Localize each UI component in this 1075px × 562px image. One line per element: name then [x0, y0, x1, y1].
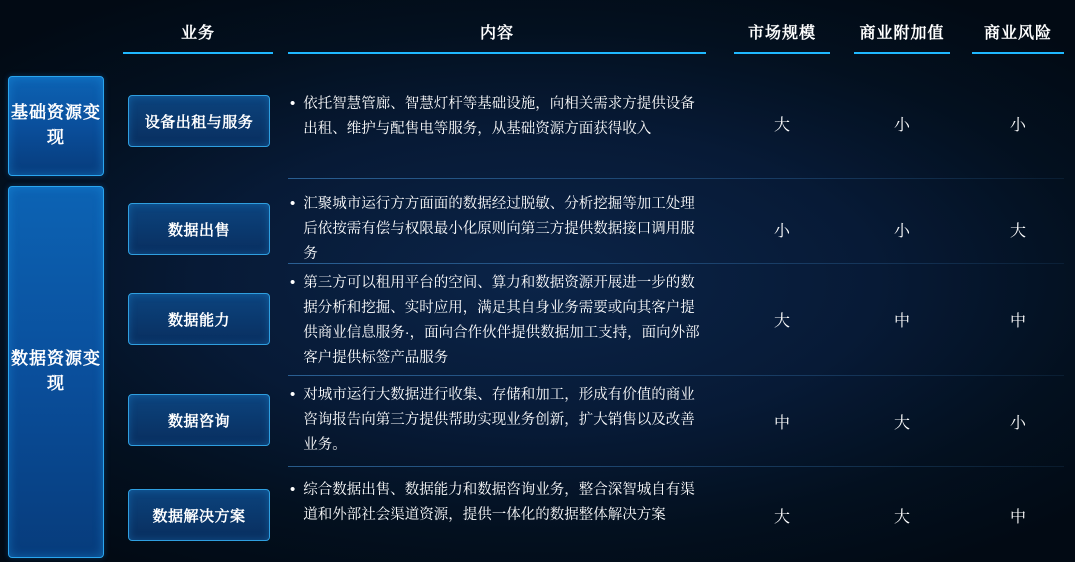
market-scale-value: 大	[773, 509, 790, 526]
bullet-icon: •	[290, 274, 296, 291]
market-scale-value: 小	[773, 223, 790, 240]
business-pill-data-solution[interactable]: 数据解决方案	[128, 489, 270, 541]
bullet-icon: •	[290, 481, 296, 498]
row-separator	[288, 466, 1064, 467]
content-data-solution	[290, 478, 706, 528]
risk-value: 中	[1009, 509, 1026, 526]
business-pill-data-sale[interactable]: 数据出售	[128, 203, 270, 255]
category-basic-resource: 基础资源变现	[8, 76, 104, 176]
added-value-value: 小	[893, 223, 910, 240]
content-text: 汇聚城市运行方方面面的数据经过脱敏、分析挖掘等加工处理后依按需有偿与权限最小化原则向第三方提供数据接口调用服务	[303, 196, 695, 262]
risk-value: 大	[1009, 223, 1026, 240]
business-pill-data-consulting[interactable]: 数据咨询	[128, 394, 270, 446]
bullet-icon: •	[290, 95, 296, 112]
market-scale-value: 中	[773, 415, 790, 432]
added-value-value: 中	[893, 313, 910, 330]
table-header	[0, 20, 1075, 62]
business-pill-data-capability[interactable]: 数据能力	[128, 293, 270, 345]
content-text: 依托智慧管廊、智慧灯杆等基础设施，向相关需求方提供设备出租、维护与配售电等服务，从基础资源方面获得收入	[303, 96, 695, 137]
column-header-business: 业务	[123, 20, 273, 54]
category-data-resource: 数据资源变现	[8, 186, 104, 558]
content-data-sale	[290, 192, 706, 267]
business-pill-equipment-rental[interactable]: 设备出租与服务	[128, 95, 270, 147]
column-header-content: 内容	[288, 20, 706, 54]
bullet-icon: •	[290, 386, 296, 403]
risk-value: 小	[1009, 117, 1026, 134]
added-value-value: 小	[893, 117, 910, 134]
added-value-value: 大	[893, 415, 910, 432]
content-text: 第三方可以租用平台的空间、算力和数据资源开展进一步的数据分析和挖掘、实时应用，满足其自身业务需要或向其客户提供商业信息服务·，面向合作伙伴提供数据加工支持，面向外部客户提供标签产品服务	[303, 275, 700, 366]
row-separator	[288, 375, 1064, 376]
added-value-value: 大	[893, 509, 910, 526]
content-data-capability	[290, 271, 706, 371]
column-header-market-scale: 市场规模	[734, 20, 830, 54]
risk-value: 小	[1009, 415, 1026, 432]
row-separator	[288, 263, 1064, 264]
content-data-consulting	[290, 383, 706, 458]
market-scale-value: 大	[773, 117, 790, 134]
column-header-added-value: 商业附加值	[854, 20, 950, 54]
column-header-risk: 商业风险	[972, 20, 1064, 54]
market-scale-value: 大	[773, 313, 790, 330]
content-text: 对城市运行大数据进行收集、存储和加工，形成有价值的商业咨询报告向第三方提供帮助实现业务创新，扩大销售以及改善业务。	[303, 387, 695, 453]
content-text: 综合数据出售、数据能力和数据咨询业务，整合深智城自有渠道和外部社会渠道资源，提供一体化的数据整体解决方案	[303, 482, 695, 523]
risk-value: 中	[1009, 313, 1026, 330]
row-separator	[288, 178, 1064, 179]
bullet-icon: •	[290, 195, 296, 212]
content-equipment-rental	[290, 92, 706, 142]
